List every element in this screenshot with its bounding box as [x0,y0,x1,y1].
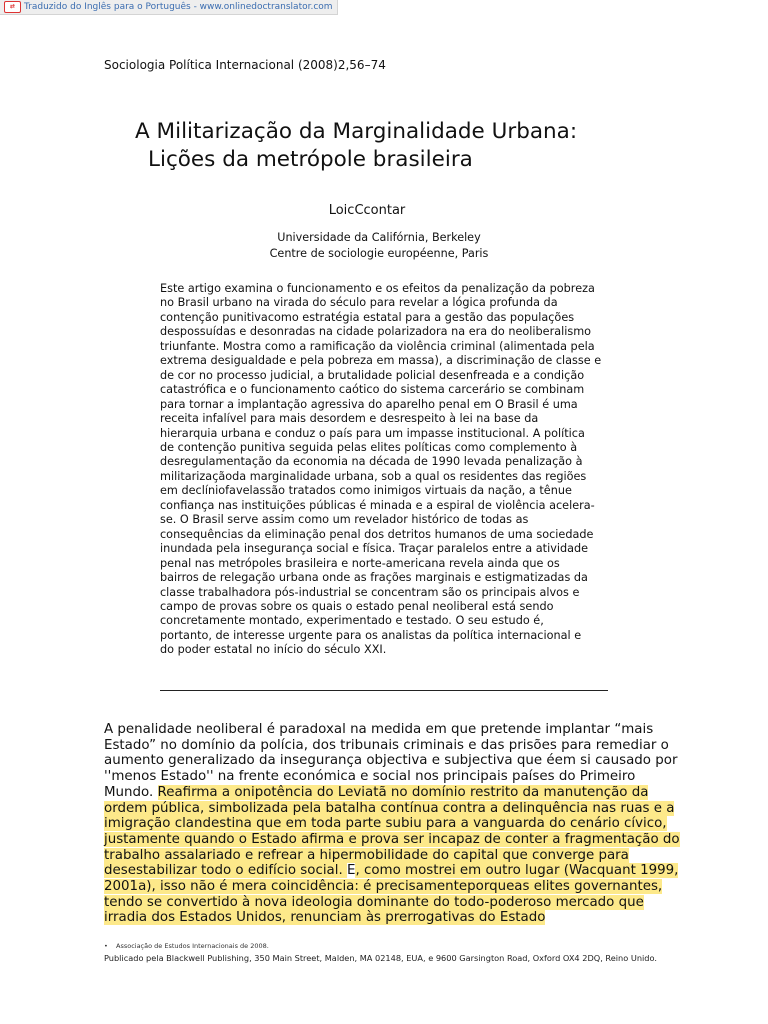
abstract-line: triunfante. Mostra como a ramificação da violência criminal (alimentada pela [160,339,595,353]
abstract-line: se. O Brasil serve assim como um revelador histórico de todas as [160,513,529,527]
footnote-mark: • [104,942,108,950]
abstract-line: campo de provas sobre os quais o estado penal neoliberal está sendo [160,599,554,613]
abstract-line: receita infalível para mais desordem e desrespeito à lei na base da [160,412,539,426]
body-line: aumento generalizado da insegurança objectiva e subjectiva que éem si causado por [104,753,678,769]
highlighted-text: imigração clandestina que em toda parte subiu para a vanguarda do cenário cívico, [104,816,667,832]
highlighted-text: justamente quando o Estado afirma e prova ser incapaz de conter a fragmentação do [104,831,680,847]
affiliation-line-2: Centre de sociologie européenne, Paris [269,246,489,260]
abstract-line: classe trabalhadora pós-industrial se concentram são os principais alvos e [160,585,580,599]
abstract-line: em declíniofavelassão tratados como inimigos virtuais da nação, a tênue [160,484,572,498]
abstract-line: portanto, de interesse urgente para os analistas da política internacional e [160,628,582,642]
highlighted-text: Reafirma a onipotência do Leviatã no domínio restrito da manutenção da [157,784,649,800]
abstract-line: militarizaçãoda marginalidade urbana, sob a qual os residentes das regiões [160,469,587,483]
journal-citation: Sociologia Política Internacional (2008)2,56–74 [104,58,386,72]
abstract-line: consequências da eliminação penal dos detritos humanos de uma sociedade [160,527,594,541]
highlighted-text: desestabilizar todo o edifício social. [104,863,347,879]
author-affiliation [269,230,489,261]
publisher-note: Publicado pela Blackwell Publishing, 350 Main Street, Malden, MA 02148, EUA, e 9600 Garsington Road, Oxford OX4 2DQ, Reino Unido. [104,953,657,963]
abstract-line: hierarquia urbana e conduz o país para um impasse institucional. A política [160,426,585,440]
body-line: ''menos Estado'' na frente económica e social nos principais países do Primeiro [104,769,636,785]
body-line [104,785,674,801]
abstract-line: de contenção punitiva seguida pelas elites políticas como complemento à [160,440,578,454]
abstract-line: desregulamentação da economia na década de 1990 levada penalização à [160,455,583,469]
abstract-line: confiança nas instituições públicas é minada e a espiral de violência acelera- [160,498,595,512]
affiliation-line-1: Universidade da Califórnia, Berkeley [277,231,481,244]
footnote [104,942,704,950]
translator-banner[interactable] [0,0,338,15]
abstract-line: despossuídas e desonradas na cidade polarizadora na era do neoliberalismo [160,325,592,339]
abstract-line: para tornar a implantação agressiva do aparelho penal em O Brasil é uma [160,397,578,411]
translator-banner-link[interactable]: Traduzido do Inglês para o Português - www.onlinedoctranslator.com [24,2,333,12]
abstract-line: Este artigo examina o funcionamento e os efeitos da penalização da pobreza [160,282,595,295]
body-line [104,863,679,879]
highlighted-text: irradia dos Estados Unidos, renunciam às prerrogativas do Estado [104,910,546,926]
body-line [104,831,680,848]
abstract [160,282,612,658]
body-line [104,801,674,817]
footnote-text: Associação de Estudos Internacionais de 2008. [116,942,269,950]
highlighted-text: tendo se convertido à nova ideologia dominante do todo-poderoso mercado que [104,894,644,910]
author-name: LoicCcontar [328,203,406,218]
document-translate-icon: ⇄ [4,1,21,13]
body-line [104,848,674,864]
section-divider [160,690,608,691]
abstract-line: inundada pela insegurança social e física. Traçar paralelos entre a atividade [160,542,589,556]
abstract-line: catastrófica e o funcionamento caótico do sistema carcerário se combinam [160,383,585,397]
abstract-line: concretamente montado, experimentado e testado. O seu estudo é, [160,614,544,628]
body-line [104,816,674,832]
abstract-line: de cor no processo judicial, a brutalidade policial desenfreada e a condição [160,368,585,382]
body-line: A penalidade neoliberal é paradoxal na medida em que pretende implantar “mais [104,722,654,737]
body-line [104,910,674,926]
body-line: Estado” no domínio da polícia, dos tribunais criminais e das prisões para remediar o [104,737,669,753]
article-title [135,118,675,174]
article-title-line-1: A Militarização da Marginalidade Urbana: [135,119,578,144]
body-text-segment: Mundo. [104,784,158,800]
highlighted-text: , como mostrei em outro lugar (Wacquant 1999, [355,863,679,879]
body-paragraph [104,722,680,926]
body-line [104,879,674,895]
body-line [104,895,674,911]
abstract-line: do poder estatal no início do século XXI. [160,643,387,657]
body-text-segment: E [347,863,356,879]
article-title-line-2: Lições da metrópole brasileira [148,147,473,172]
abstract-line: extrema desigualdade e pela pobreza em massa), a discriminação de classe e [160,354,602,368]
abstract-line: no Brasil urbano na virada do século para revelar a lógica profunda da [160,296,558,310]
highlighted-text: ordem pública, simbolizada pela batalha contínua contra a delinquência nas ruas e a [104,800,675,816]
highlighted-text: trabalho assalariado e refrear a hipermobilidade do capital que converge para [104,847,629,863]
highlighted-text: 2001a), isso não é mera coincidência: é precisamenteporqueas elites governantes, [104,879,663,895]
abstract-line: contenção punitivacomo estratégia estatal para a gestão das populações [160,310,575,324]
abstract-line: bairros de relegação urbana onde as frações marginais e estigmatizadas da [160,571,588,585]
abstract-line: penal nas metrópoles brasileira e norte-americana revela ainda que os [160,556,560,570]
